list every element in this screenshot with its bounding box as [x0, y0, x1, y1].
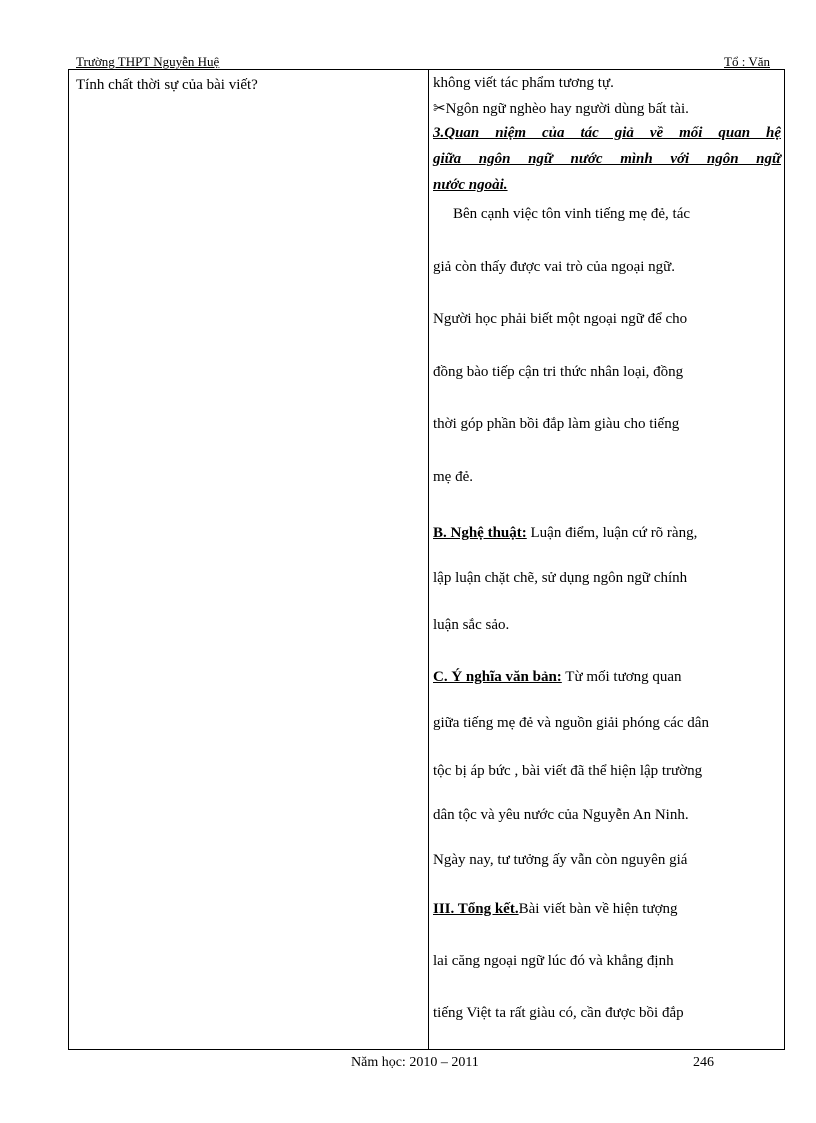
- art-line: [433, 525, 697, 542]
- paragraph-line: thời góp phần bồi đắp làm giàu cho tiếng: [433, 416, 680, 432]
- summary-heading: III. Tổng kết.: [433, 901, 519, 917]
- column-divider: [428, 69, 429, 1050]
- text-span: Ngôn ngữ nghèo hay người dùng bất tài.: [445, 101, 689, 117]
- text-line: [433, 99, 689, 118]
- paragraph-line: tiếng Việt ta rất giàu có, cần được bồi đắp: [433, 1005, 684, 1021]
- paragraph-line: giữa tiếng mẹ đẻ và nguồn giải phóng các dân: [433, 715, 709, 731]
- department-name: Tổ : Văn: [724, 54, 770, 69]
- paragraph-line: đồng bào tiếp cận tri thức nhân loại, đồng: [433, 364, 684, 380]
- paragraph-line: Bên cạnh việc tôn vinh tiếng mẹ đẻ, tác: [453, 206, 691, 222]
- summary-line: [433, 901, 678, 918]
- text-span: Bài viết bàn về hiện tượng: [518, 901, 678, 917]
- question-cell: Tính chất thời sự của bài viết?: [76, 77, 258, 93]
- paragraph-line: dân tộc và yêu nước của Nguyễn An Ninh.: [433, 807, 689, 823]
- paragraph-line: Người học phải biết một ngoại ngữ để cho: [433, 311, 688, 327]
- paragraph-line: lai căng ngoại ngữ lúc đó và khẳng định: [433, 953, 674, 969]
- text-line: không viết tác phẩm tương tự.: [433, 75, 614, 91]
- paragraph-line: tộc bị áp bức , bài viết đã thể hiện lập trường: [433, 763, 703, 779]
- section-heading: nước ngoài.: [433, 177, 508, 193]
- art-heading: B. Nghệ thuật:: [433, 525, 527, 541]
- section-heading: 3.Quan niệm của tác giả về mối quan hệ: [433, 125, 781, 141]
- school-year: Năm học: 2010 – 2011: [351, 1055, 479, 1070]
- meaning-heading: C. Ý nghĩa văn bản:: [433, 669, 562, 685]
- paragraph-line: mẹ đẻ.: [433, 469, 473, 485]
- section-heading: giữa ngôn ngữ nước mình với ngôn ngữ: [433, 151, 781, 167]
- paragraph-line: giả còn thấy được vai trò của ngoại ngữ.: [433, 259, 676, 275]
- paragraph-line: lập luận chặt chẽ, sử dụng ngôn ngữ chính: [433, 570, 688, 586]
- page-header: [76, 54, 770, 68]
- paragraph-line: luận sắc sảo.: [433, 617, 510, 633]
- page-number: 246: [693, 1055, 714, 1070]
- school-name: Trường THPT Nguyễn Huệ: [76, 54, 220, 69]
- text-span: Từ mối tương quan: [561, 669, 682, 685]
- paragraph-line: Ngày nay, tư tưởng ấy vẫn còn nguyên giá: [433, 852, 688, 868]
- scissors-icon: ✂: [433, 101, 446, 117]
- text-span: Luận điểm, luận cứ rõ ràng,: [526, 525, 698, 541]
- meaning-line: [433, 669, 682, 686]
